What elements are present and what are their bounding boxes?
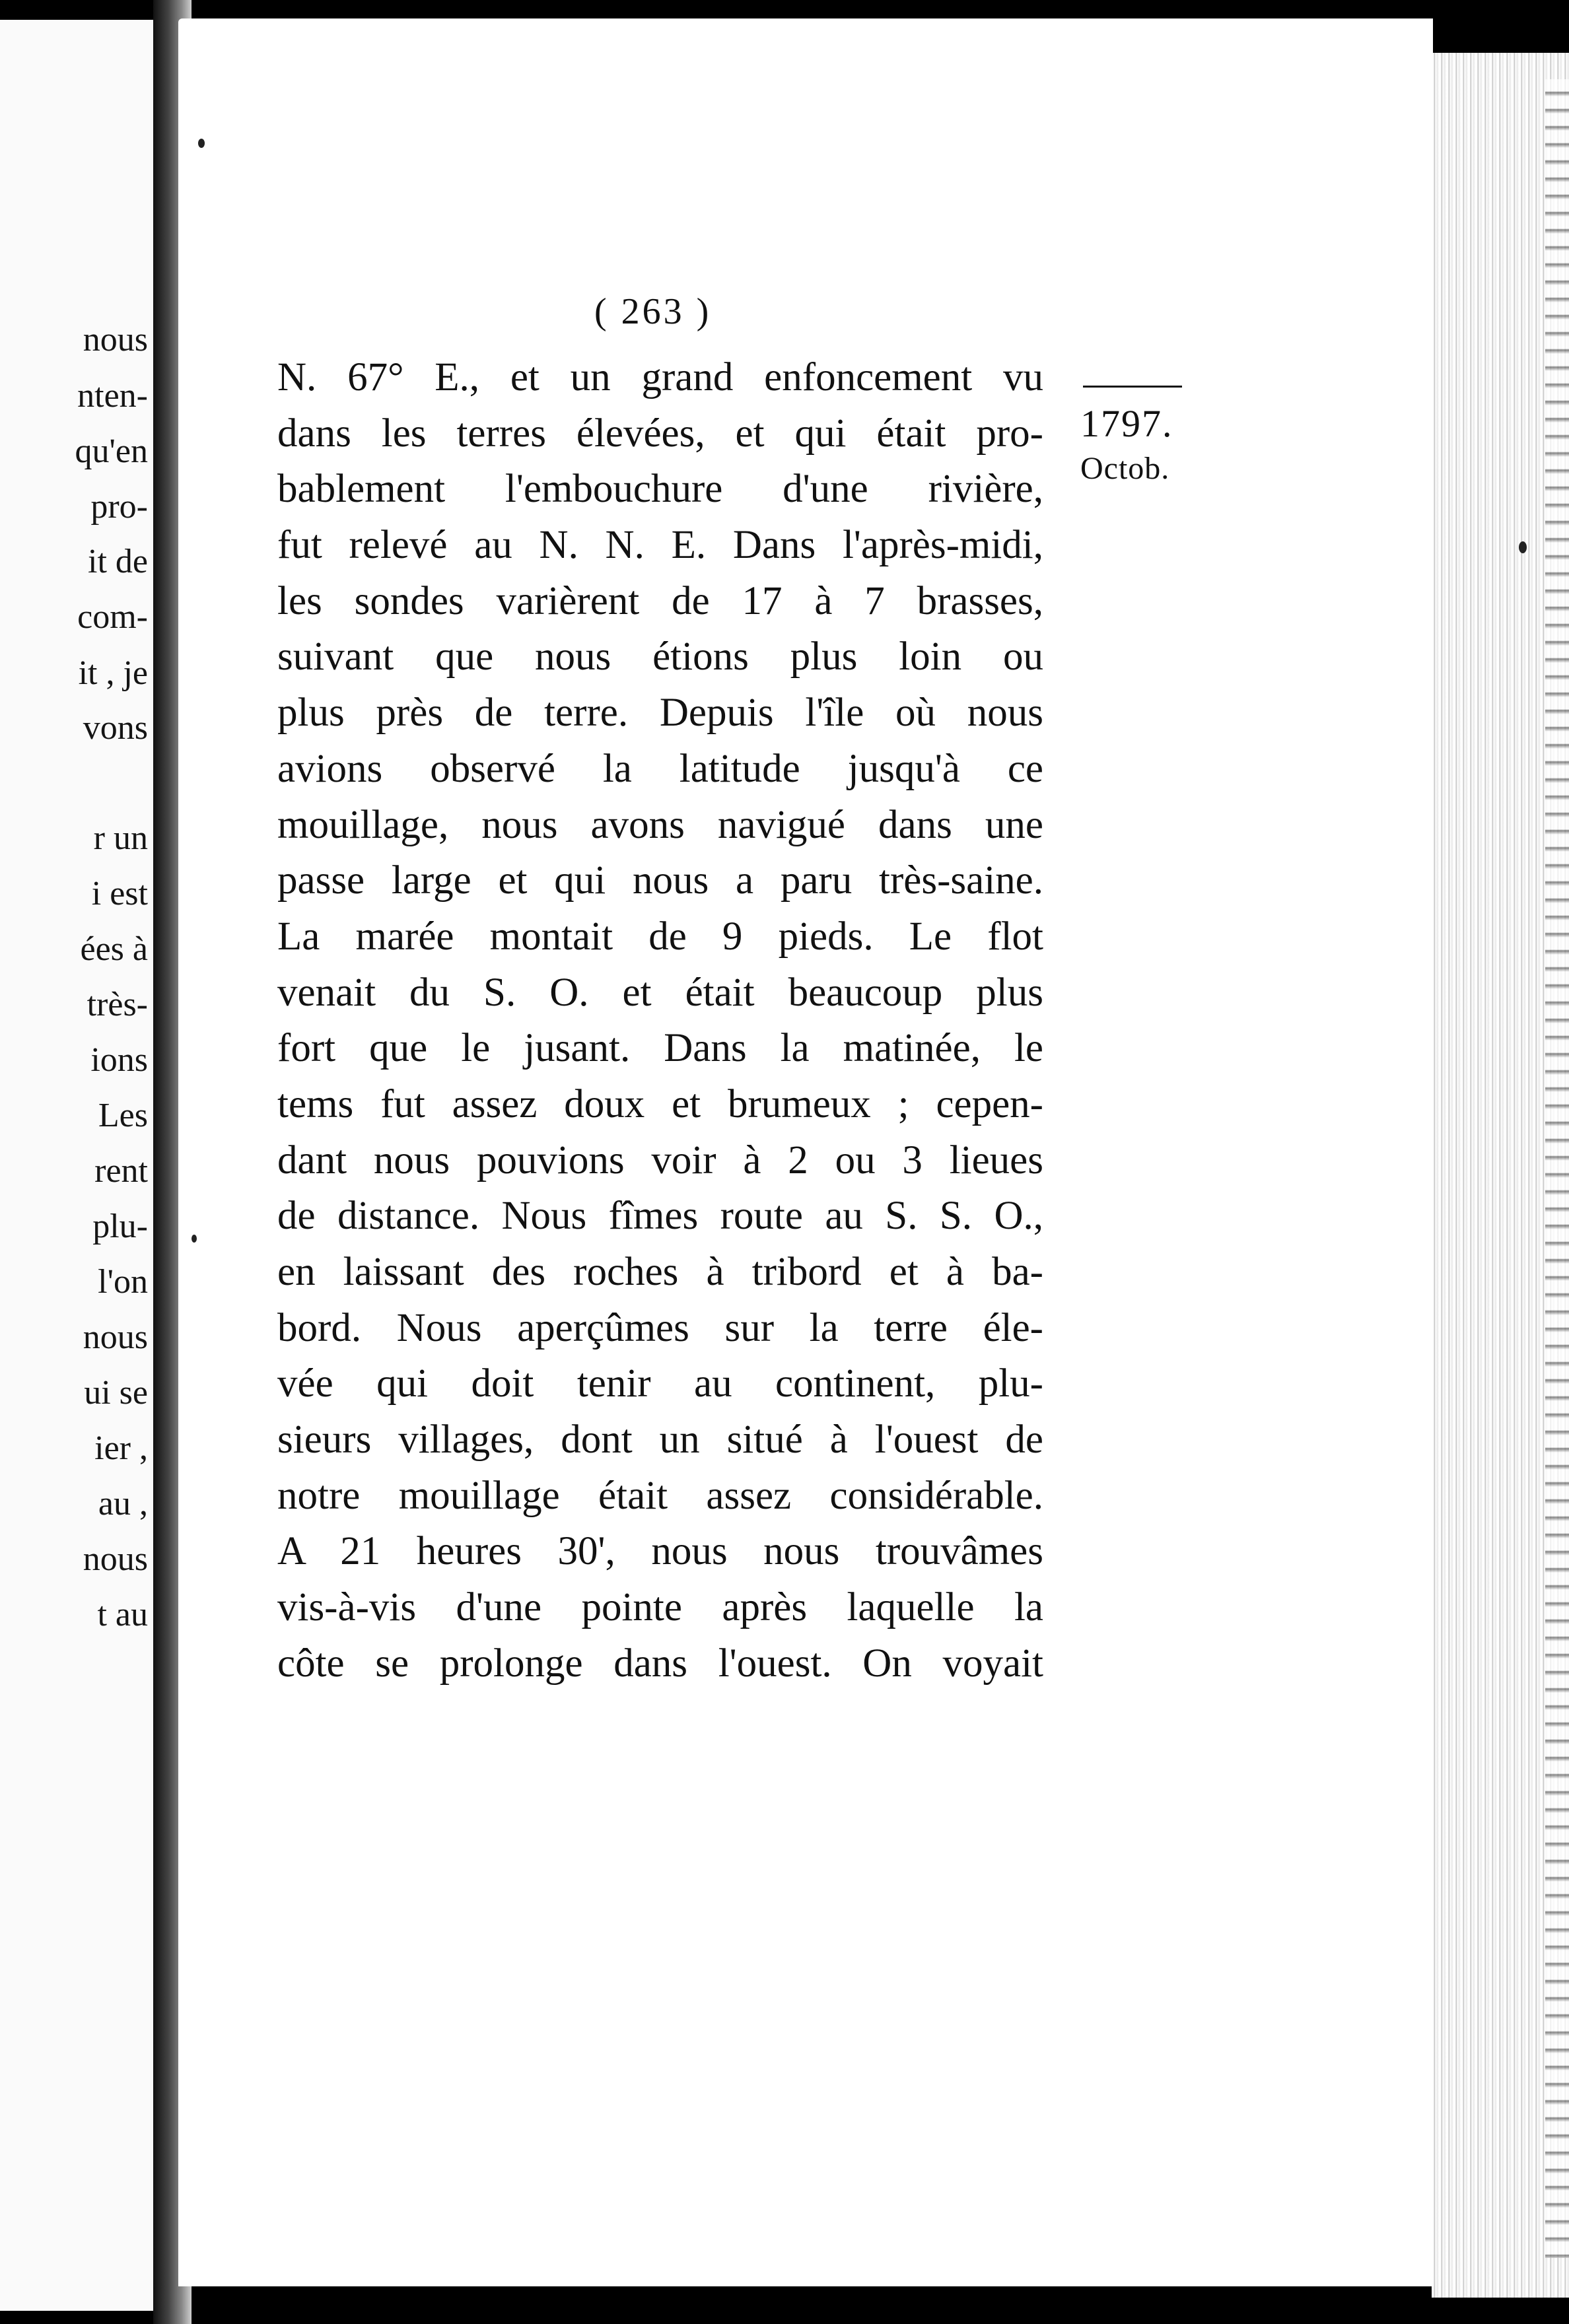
previous-page-line: ier , (94, 1429, 148, 1467)
previous-page-line: r un (93, 819, 148, 857)
text-line: fort que le jusant. Dans la matinée, le (277, 1026, 1043, 1071)
ink-speck (198, 139, 205, 148)
previous-page-line: it , je (78, 654, 148, 692)
previous-page-line: nous (83, 321, 148, 359)
margin-date-month: Octob. (1080, 451, 1170, 486)
text-line: de distance. Nous fîmes route au S. S. O., (277, 1194, 1043, 1239)
previous-page-line: nten- (77, 377, 148, 415)
text-line: vis-à-vis d'une pointe après laquelle la (277, 1585, 1043, 1630)
text-line: en laissant des roches à tribord et à ba- (277, 1250, 1043, 1294)
text-line: La marée montait de 9 pieds. Le flot (277, 914, 1043, 959)
previous-page-line: vons (83, 709, 148, 747)
previous-page-line: Les (98, 1097, 148, 1134)
previous-page-line: com- (77, 598, 148, 636)
text-line: fut relevé au N. N. E. Dans l'après-midi, (277, 523, 1043, 568)
previous-page-line: ui se (84, 1374, 148, 1412)
previous-page-line: ées à (80, 930, 148, 968)
margin-rule (1083, 386, 1182, 388)
ink-speck (1519, 541, 1527, 553)
text-line: les sondes varièrent de 17 à 7 brasses, (277, 578, 1043, 623)
previous-page-line: très- (87, 986, 148, 1023)
margin-date-year: 1797. (1080, 402, 1173, 445)
previous-page-line: ions (90, 1041, 148, 1079)
text-line: passe large et qui nous a paru très-saine. (277, 858, 1043, 903)
text-line: dant nous pouvions voir à 2 ou 3 lieues (277, 1138, 1043, 1182)
previous-page-line: t au (97, 1596, 148, 1633)
text-line: N. 67° E., et un grand enfoncement vu (277, 355, 1043, 399)
text-line: A 21 heures 30', nous nous trouvâmes (277, 1529, 1043, 1574)
text-line: avions observé la latitude jusqu'à ce (277, 746, 1043, 791)
text-line: bablement l'embouchure d'une rivière, (277, 467, 1043, 512)
text-line: plus près de terre. Depuis l'île où nous (277, 691, 1043, 735)
page-number: ( 263 ) (594, 291, 712, 332)
previous-page-line: au , (98, 1485, 148, 1522)
previous-page-line: nous (83, 1318, 148, 1356)
text-line: mouillage, nous avons navigué dans une (277, 802, 1043, 847)
previous-page (0, 20, 153, 2311)
previous-page-line: l'on (98, 1263, 148, 1301)
previous-page-line: plu- (92, 1208, 148, 1245)
previous-page-line: pro- (90, 488, 148, 526)
text-line: côte se prolonge dans l'ouest. On voyait (277, 1641, 1043, 1686)
page-edge-texture (1545, 79, 1569, 2258)
text-line: suivant que nous étions plus loin ou (277, 634, 1043, 679)
body-text (277, 350, 1043, 1692)
ink-speck (192, 1235, 197, 1243)
text-line: bord. Nous aperçûmes sur la terre éle- (277, 1305, 1043, 1350)
text-line: sieurs villages, dont un situé à l'ouest de (277, 1418, 1043, 1462)
previous-page-line: rent (94, 1152, 148, 1190)
previous-page-line: qu'en (75, 432, 148, 470)
previous-page-line: it de (88, 543, 148, 580)
text-line: tems fut assez doux et brumeux ; cepen- (277, 1081, 1043, 1126)
text-line: vée qui doit tenir au continent, plu- (277, 1361, 1043, 1406)
text-line: notre mouillage était assez considérable. (277, 1473, 1043, 1518)
text-line: dans les terres élevées, et qui était pro- (277, 411, 1043, 456)
text-line: venait du S. O. et était beaucoup plus (277, 970, 1043, 1015)
previous-page-line: i est (91, 875, 148, 912)
previous-page-line: nous (83, 1540, 148, 1578)
